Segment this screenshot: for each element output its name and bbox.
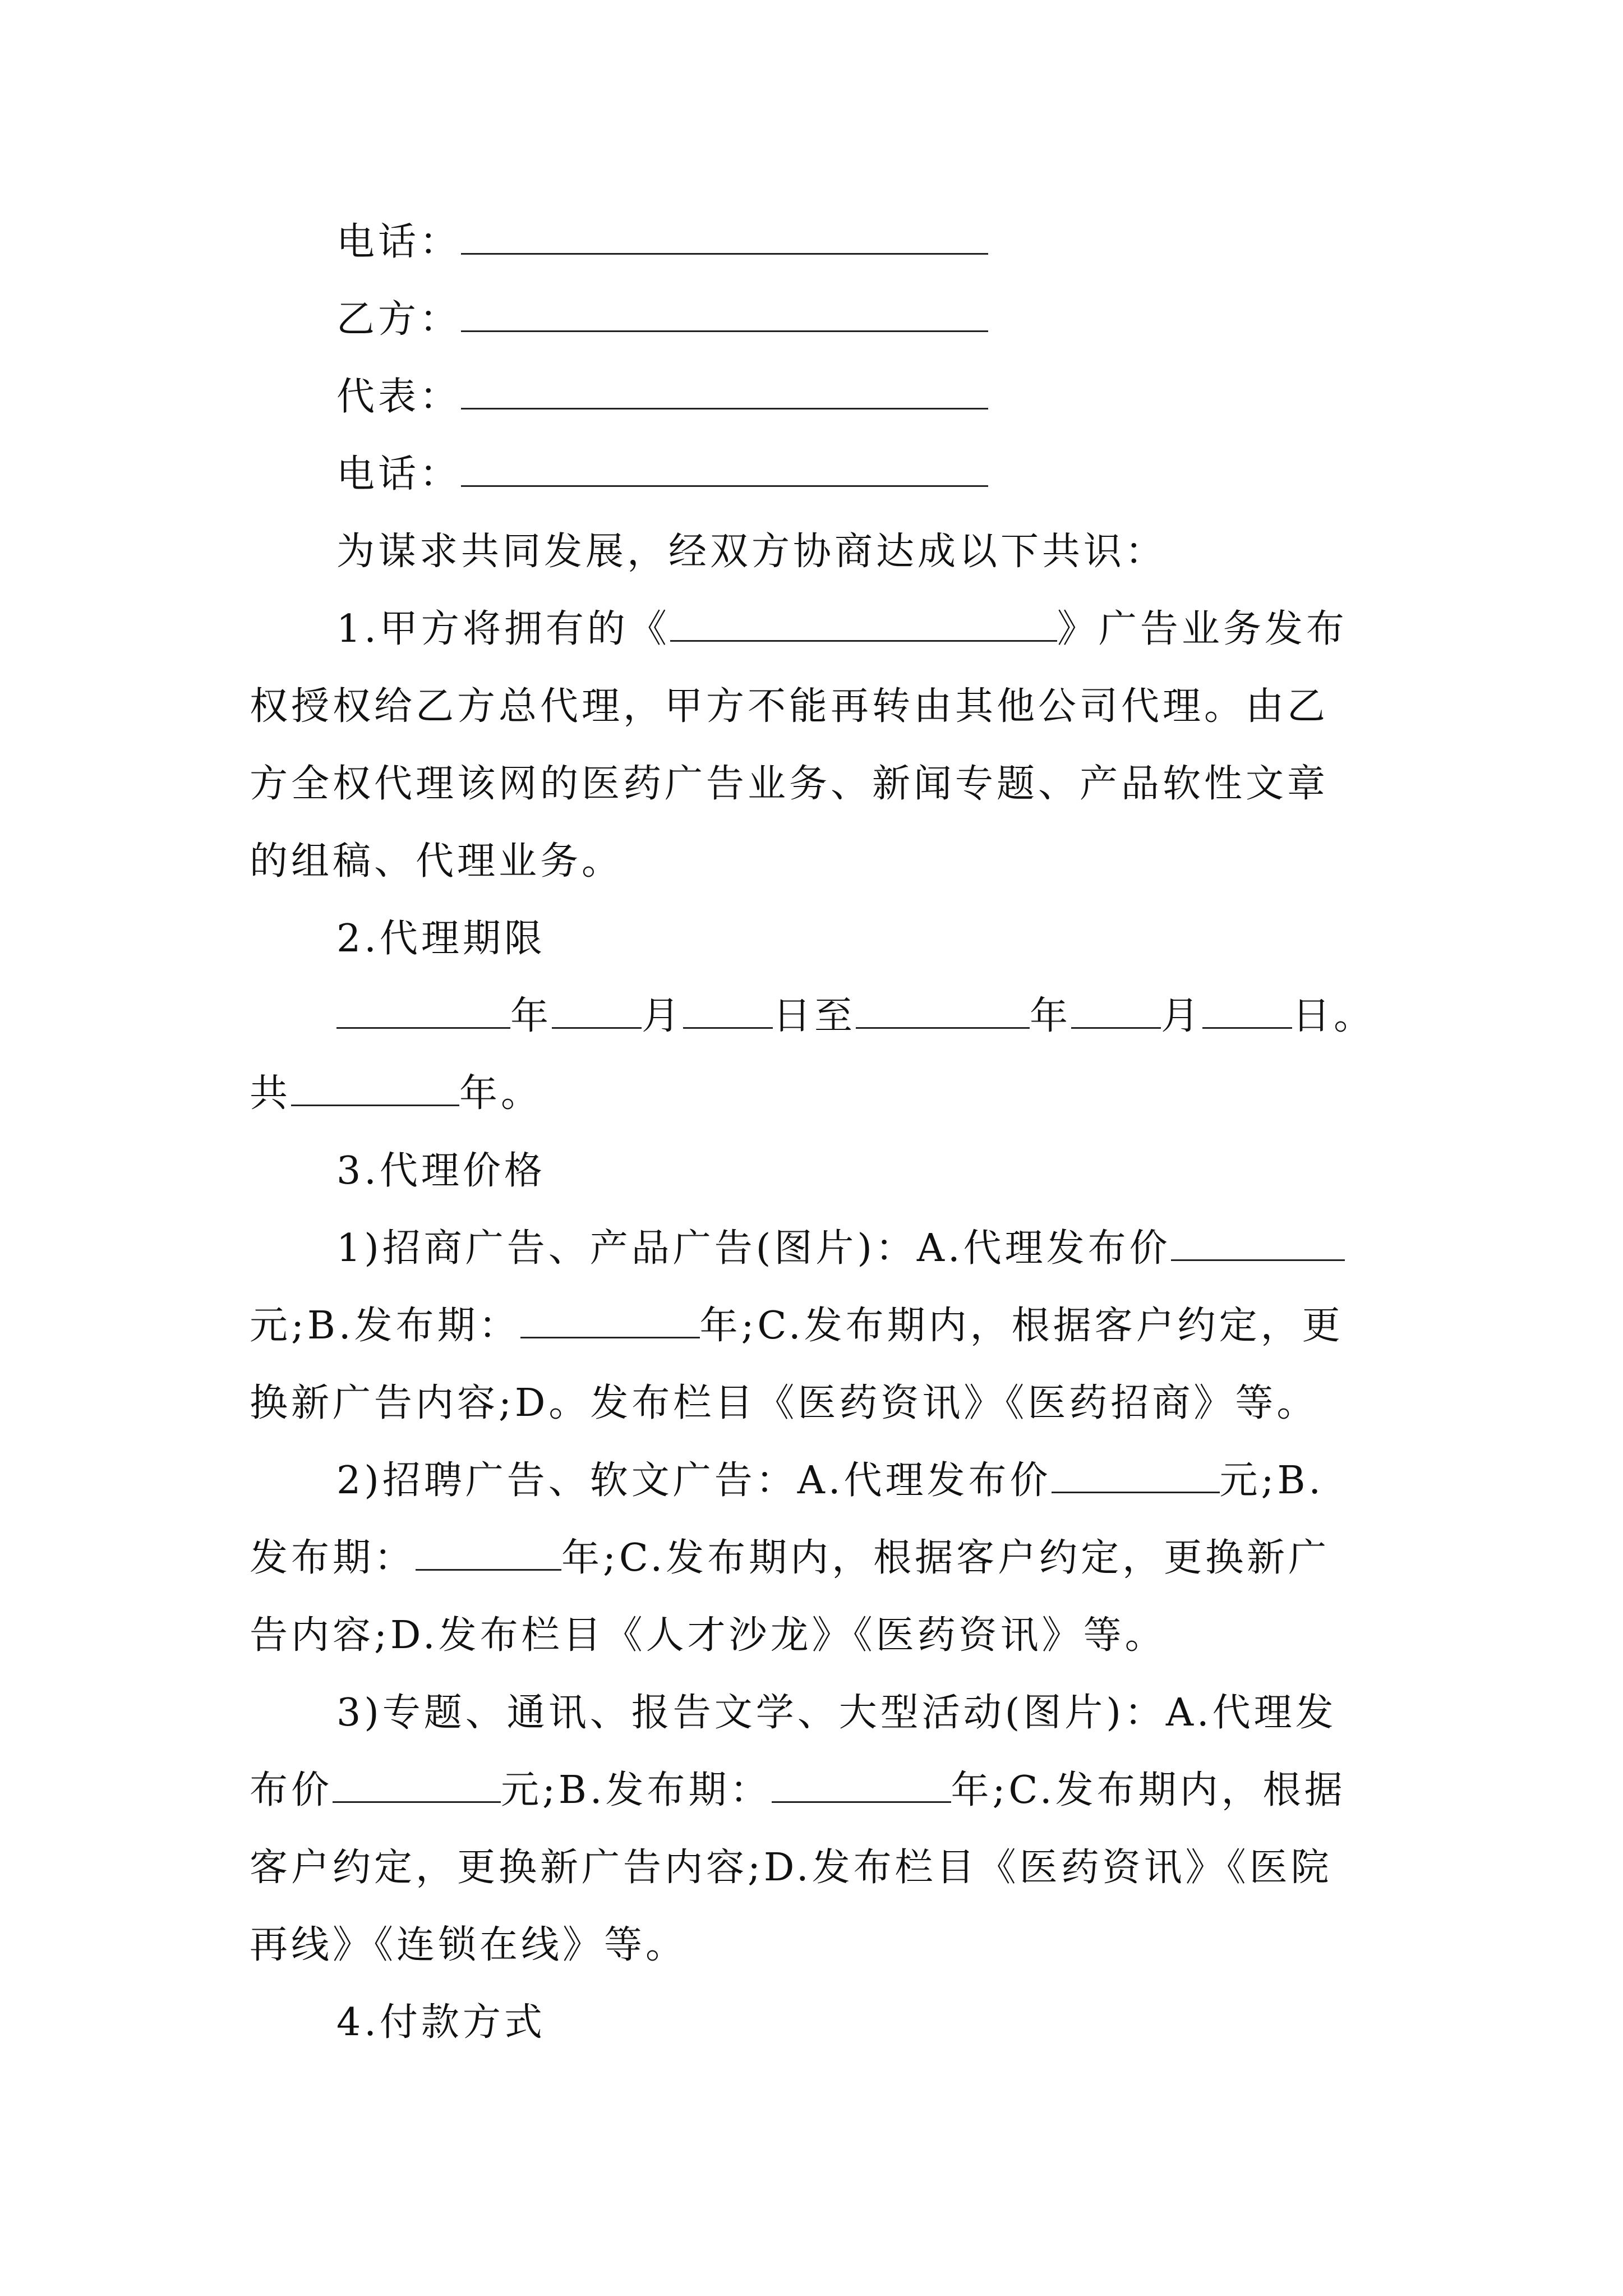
item-3-price-blank[interactable]	[333, 1769, 501, 1803]
clause-1-line-1	[336, 607, 1348, 652]
phone-label: 电话：	[336, 220, 462, 264]
item-1-rest-text: 年;C.发布期内，根据客户约定，更	[699, 1304, 1344, 1348]
phone-blank-2[interactable]	[461, 453, 988, 487]
item-1-line-2	[250, 1304, 1344, 1349]
total-label: 共	[250, 1071, 292, 1116]
website-name-blank[interactable]	[670, 608, 1057, 642]
representative-field-row	[336, 375, 988, 420]
item-1-period-text: 元;B.发布期：	[250, 1304, 520, 1348]
party-b-blank[interactable]	[461, 298, 988, 332]
item-1-text: 1)招商广告、产品广告(图片)：A.代理发布价	[336, 1226, 1171, 1271]
total-years-blank[interactable]	[291, 1072, 459, 1106]
item-1-line-3: 换新广告内容;D。发布栏目《医药资讯》《医药招商》等。	[250, 1381, 1318, 1425]
item-2-period-text: 发布期：	[250, 1536, 416, 1580]
start-year-blank[interactable]	[336, 995, 510, 1029]
item-1-price-blank[interactable]	[1171, 1227, 1345, 1261]
start-day-blank[interactable]	[683, 995, 773, 1029]
party-b-field-row	[336, 297, 988, 342]
item-2-line-1	[336, 1458, 1324, 1503]
phone-label-2: 电话：	[336, 452, 462, 496]
clause-2-total	[250, 1071, 542, 1116]
month-label-1: 月	[642, 994, 684, 1038]
start-month-blank[interactable]	[552, 995, 642, 1029]
end-day-blank[interactable]	[1202, 995, 1292, 1029]
year-label-1: 年	[510, 994, 552, 1038]
clause-3-title: 3.代理价格	[336, 1149, 546, 1193]
clause-1-line-2: 权授权给乙方总代理，甲方不能再转由其他公司代理。由乙	[250, 684, 1329, 729]
day-to-label: 日至	[773, 994, 856, 1038]
item-3-price-text: 布价	[250, 1768, 333, 1812]
item-2-rest-text: 年;C.发布期内，根据客户约定，更换新广	[561, 1536, 1330, 1580]
month-label-2: 月	[1161, 994, 1203, 1038]
item-3-line-4: 再线》《连锁在线》等。	[250, 1923, 688, 1967]
item-1-line-1	[336, 1226, 1345, 1271]
item-2-line-2	[250, 1536, 1330, 1581]
phone-field-row	[336, 220, 988, 265]
item-3-rest-text: 年;C.发布期内，根据	[951, 1768, 1346, 1812]
clause-1-line-3: 方全权代理该网的医药广告业务、新闻专题、产品软性文章	[250, 762, 1329, 806]
representative-blank[interactable]	[461, 375, 988, 409]
clause-1-text-a: 1.甲方将拥有的《	[336, 607, 670, 651]
clause-1-text-b: 》广告业务发布	[1057, 607, 1348, 651]
representative-label: 代表：	[336, 375, 462, 419]
year-label-2: 年	[1030, 994, 1072, 1038]
end-month-blank[interactable]	[1071, 995, 1161, 1029]
item-2-period-blank[interactable]	[416, 1536, 561, 1571]
clause-2-title: 2.代理期限	[336, 917, 546, 961]
clause-4-title: 4.付款方式	[336, 2000, 546, 2045]
item-3-line-2	[250, 1768, 1346, 1813]
clause-2-date-range	[336, 994, 1375, 1039]
day-label-2: 日。	[1292, 994, 1376, 1038]
item-3-period-blank[interactable]	[772, 1769, 951, 1803]
item-2-line-3: 告内容;D.发布栏目《人才沙龙》《医药资讯》等。	[250, 1613, 1166, 1658]
end-year-blank[interactable]	[856, 995, 1030, 1029]
party-b-label: 乙方：	[336, 297, 462, 342]
item-3-line-3: 客户约定，更换新广告内容;D.发布栏目《医药资讯》《医院	[250, 1846, 1332, 1890]
clause-1-line-4: 的组稿、代理业务。	[250, 839, 624, 884]
item-1-period-blank[interactable]	[520, 1304, 700, 1338]
total-years-label: 年。	[459, 1071, 543, 1116]
phone-field-row-2	[336, 452, 988, 497]
item-2-price-blank[interactable]	[1052, 1459, 1220, 1493]
item-3-line-1: 3)专题、通讯、报告文学、大型活动(图片)：A.代理发	[336, 1691, 1337, 1735]
item-2-text: 2)招聘广告、软文广告：A.代理发布价	[336, 1458, 1052, 1503]
item-2-text-b: 元;B.	[1219, 1458, 1325, 1503]
phone-blank[interactable]	[461, 220, 988, 255]
item-3-period-text: 元;B.发布期：	[501, 1768, 772, 1812]
intro-paragraph: 为谋求共同发展，经双方协商达成以下共识：	[336, 530, 1167, 574]
